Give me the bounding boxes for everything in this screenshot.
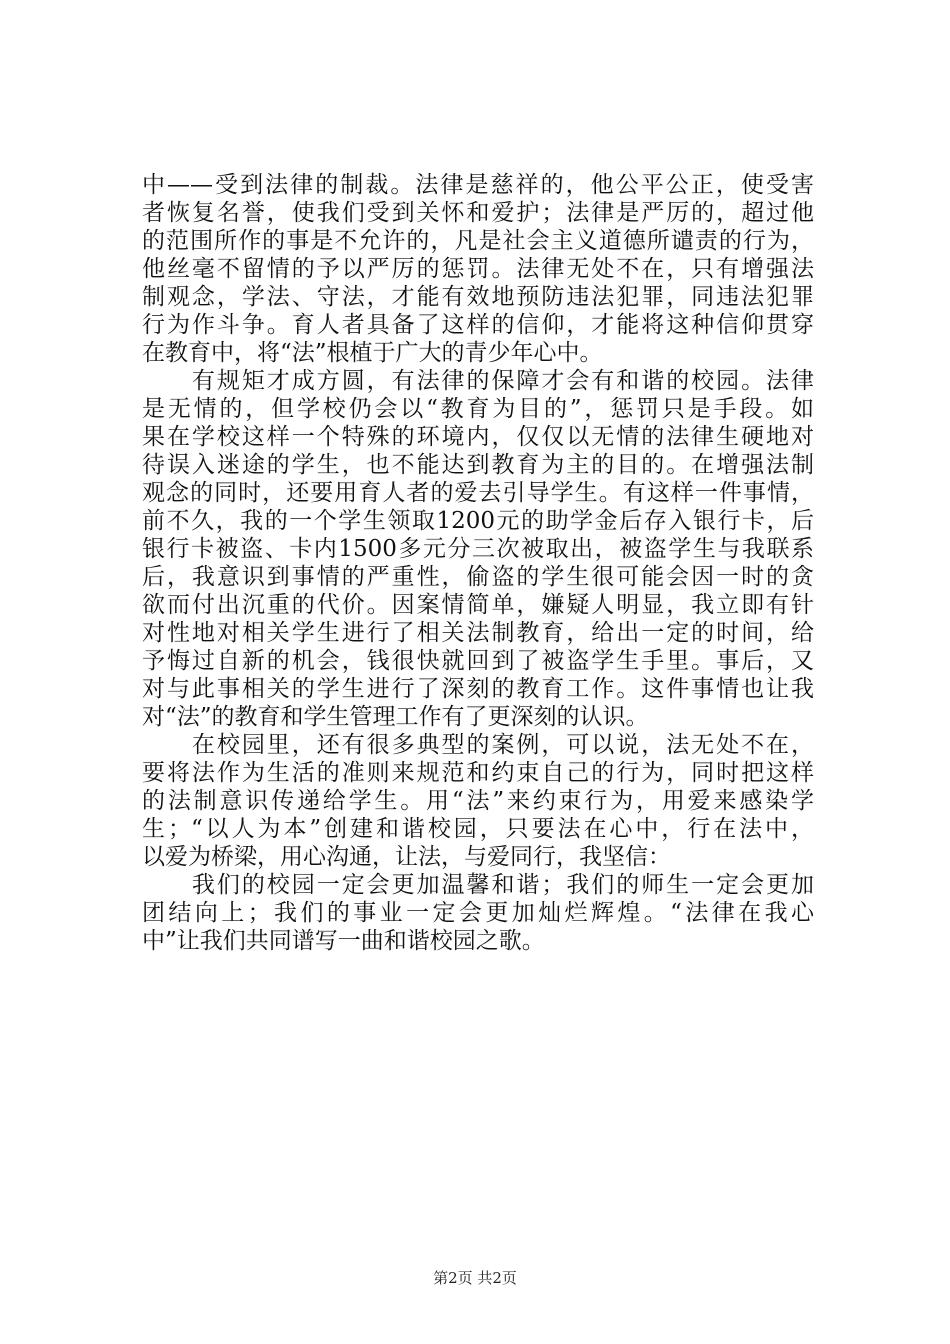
text-line: 在教育中，将“法”根植于广大的青少年心中。 — [142, 340, 603, 366]
text-line: 待误入迷途的学生，也不能达到教育为主的目的。在增强法制 — [142, 452, 814, 478]
text-line: 团结向上；我们的事业一定会更加灿烂辉煌。“法律在我心 — [142, 900, 814, 926]
text-line: 的范围所作的事是不允许的，凡是社会主义道德所谴责的行为， — [142, 228, 814, 254]
text-line: 要将法作为生活的准则来规范和约束自己的行为，同时把这样 — [142, 760, 814, 786]
text-line: 果在学校这样一个特殊的环境内，仅仅以无情的法律生硬地对 — [142, 424, 814, 450]
document-body — [142, 171, 814, 955]
text-line: 在校园里，还有很多典型的案例，可以说，法无处不在， — [142, 732, 814, 758]
text-line: 是无情的，但学校仍会以“教育为目的”，惩罚只是手段。如 — [142, 396, 814, 422]
text-line: 观念的同时，还要用育人者的爱去引导学生。有这样一件事情， — [142, 480, 814, 506]
text-line: 者恢复名誉，使我们受到关怀和爱护；法律是严厉的，超过他 — [142, 200, 814, 226]
text-line: 他丝毫不留情的予以严厉的惩罚。法律无处不在，只有增强法 — [142, 256, 814, 282]
text-line: 对与此事相关的学生进行了深刻的教育工作。这件事情也让我 — [142, 676, 814, 702]
text-line: 欲而付出沉重的代价。因案情简单，嫌疑人明显，我立即有针 — [142, 592, 814, 618]
text-line: 行为作斗争。育人者具备了这样的信仰，才能将这种信仰贯穿 — [142, 312, 814, 338]
text-line: 前不久，我的一个学生领取1200元的助学金后存入银行卡，后 — [142, 508, 814, 534]
text-line: 以爱为桥梁，用心沟通，让法，与爱同行，我坚信： — [142, 844, 671, 870]
text-line: 中”让我们共同谱写一曲和谐校园之歌。 — [142, 928, 545, 954]
text-line: 银行卡被盗、卡内1500多元分三次被取出，被盗学生与我联系 — [142, 536, 814, 562]
text-line: 对“法”的教育和学生管理工作有了更深刻的认识。 — [142, 704, 649, 730]
text-line: 制观念，学法、守法，才能有效地预防违法犯罪，同违法犯罪 — [142, 284, 814, 310]
text-line: 有规矩才成方圆，有法律的保障才会有和谐的校园。法律 — [142, 368, 814, 394]
text-line: 后，我意识到事情的严重性，偷盗的学生很可能会因一时的贪 — [142, 564, 814, 590]
text-line: 对性地对相关学生进行了相关法制教育，给出一定的时间，给 — [142, 620, 814, 646]
text-line: 我们的校园一定会更加温馨和谐；我们的师生一定会更加 — [142, 872, 814, 898]
text-line: 中——受到法律的制裁。法律是慈祥的，他公平公正，使受害 — [142, 172, 814, 198]
text-line: 予悔过自新的机会，钱很快就回到了被盗学生手里。事后，又 — [142, 648, 814, 674]
text-line: 的法制意识传递给学生。用“法”来约束行为，用爱来感染学 — [142, 788, 814, 814]
text-line: 生；“以人为本”创建和谐校园，只要法在心中，行在法中， — [142, 816, 814, 842]
page-footer: 第2页 共2页 — [433, 1269, 517, 1287]
